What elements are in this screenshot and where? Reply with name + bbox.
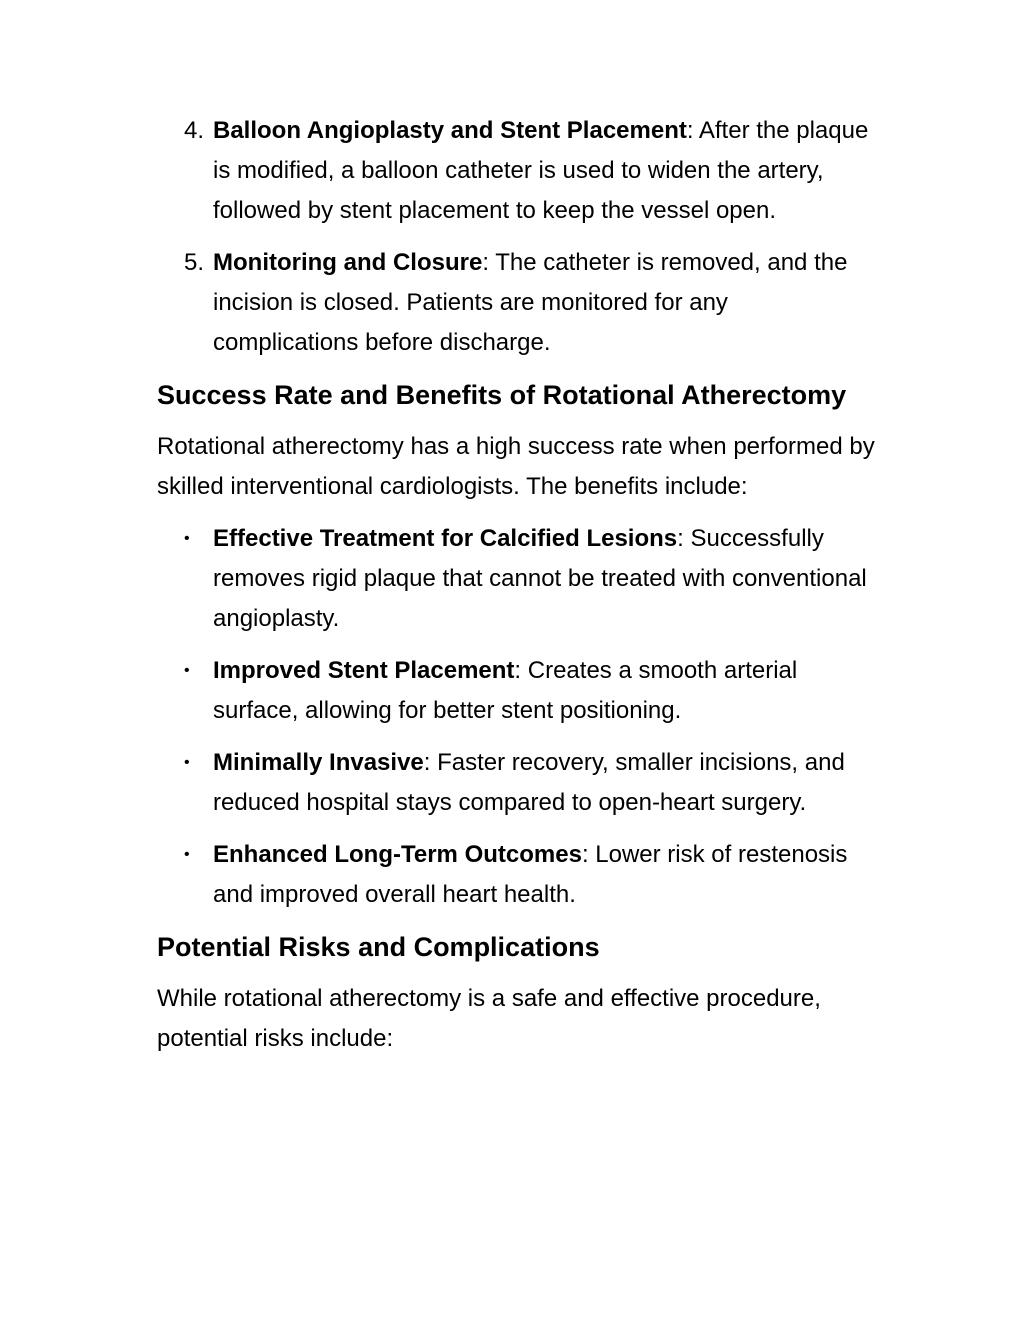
bullet-icon: •: [184, 754, 190, 771]
list-item-term: Effective Treatment for Calcified Lesions: [213, 525, 678, 552]
list-item-number: 4.: [184, 117, 205, 144]
list-item-text: : Lower risk of restenosis and improved overall heart health.: [213, 841, 848, 908]
list-item: [157, 651, 877, 731]
bullet-icon: •: [184, 530, 190, 547]
section-heading-success: Success Rate and Benefits of Rotational Atherectomy: [157, 380, 847, 410]
section-heading-risks: Potential Risks and Complications: [157, 932, 600, 962]
section-intro-risks: While rotational atherectomy is a safe and effective procedure, potential risks include:: [157, 985, 821, 1052]
list-item: [157, 243, 877, 363]
list-item-term: Enhanced Long-Term Outcomes: [213, 841, 582, 868]
list-item: [157, 743, 877, 823]
list-item-text: : After the plaque is modified, a balloon catheter is used to widen the artery, followed by stent placement to keep the vessel open.: [213, 117, 869, 224]
list-item-text: : Creates a smooth arterial surface, allowing for better stent positioning.: [213, 657, 798, 724]
list-item: [157, 111, 877, 231]
benefits-list: [157, 519, 877, 915]
list-item-text: : The catheter is removed, and the incision is closed. Patients are monitored for any complications before discharge.: [213, 249, 848, 356]
section-intro-success: Rotational atherectomy has a high success rate when performed by skilled interventional cardiologists. The benefits include:: [157, 433, 875, 500]
list-item: [157, 835, 877, 915]
bullet-icon: •: [184, 846, 190, 863]
list-item-text: : Successfully removes rigid plaque that cannot be treated with conventional angioplasty.: [213, 525, 867, 632]
document-page: [157, 111, 877, 1071]
list-item-term: Monitoring and Closure: [213, 249, 483, 276]
numbered-list: [157, 111, 877, 363]
list-item-term: Improved Stent Placement: [213, 657, 515, 684]
list-item-text: : Faster recovery, smaller incisions, and reduced hospital stays compared to open-heart surgery.: [213, 749, 845, 816]
list-item: [157, 519, 877, 639]
list-item-term: Minimally Invasive: [213, 749, 424, 776]
list-item-number: 5.: [184, 249, 205, 276]
list-item-term: Balloon Angioplasty and Stent Placement: [213, 117, 687, 144]
bullet-icon: •: [184, 662, 190, 679]
